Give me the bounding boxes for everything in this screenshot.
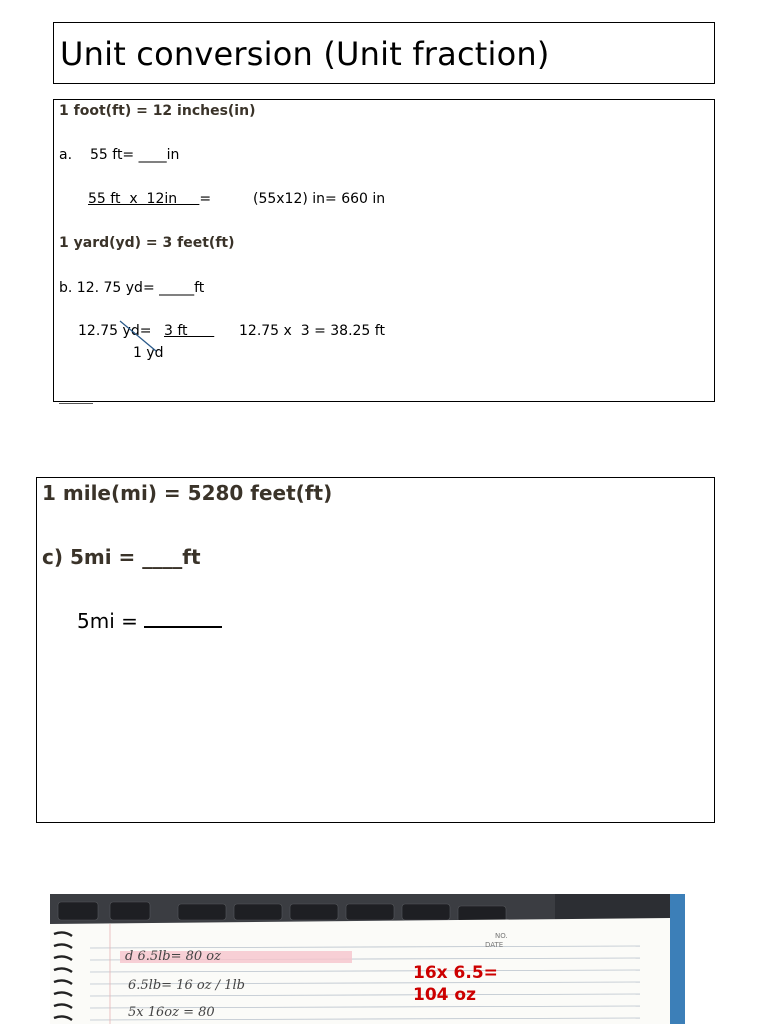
- work-b-fraction-denominator: 1 yd: [133, 345, 164, 361]
- conversion-box-miles: [36, 477, 715, 823]
- work-a-term2: 12in: [146, 191, 200, 207]
- question-c-blank: ____: [142, 545, 183, 569]
- work-a-term1: 55 ft x: [88, 191, 147, 207]
- rule-mile-feet: 1 mile(mi) = 5280 feet(ft): [42, 481, 333, 505]
- question-a-label: a.: [59, 147, 73, 163]
- question-a-suffix: in: [166, 147, 180, 163]
- handwritten-line-1: d 6.5lb= 80 oz: [125, 949, 221, 964]
- cancel-strike-line: [118, 319, 158, 353]
- work-a-equals: =: [199, 191, 212, 207]
- question-b: [59, 280, 204, 296]
- notebook-date-label: DATE: [485, 941, 504, 949]
- work-b-result: 12.75 x 3 = 38.25 ft: [239, 323, 385, 339]
- handwritten-line-2: 6.5lb= 16 oz / 1lb: [128, 978, 245, 993]
- question-a-prefix: 55 ft=: [90, 147, 139, 163]
- rule-yard-feet: 1 yard(yd) = 3 feet(ft): [59, 235, 235, 251]
- question-c-prefix: c) 5mi =: [42, 545, 143, 569]
- red-annotation-line-1: 16x 6.5=: [413, 963, 498, 983]
- conversion-box-feet-yards: [53, 99, 715, 402]
- question-b-prefix: b. 12. 75 yd=: [59, 280, 160, 296]
- red-annotation-line-2: 104 oz: [413, 985, 476, 1005]
- question-b-suffix: ft: [194, 280, 205, 296]
- stray-underline: [59, 403, 93, 404]
- page-title: Unit conversion (Unit fraction): [60, 35, 550, 73]
- title-box: [53, 22, 715, 84]
- rule-foot-inches: 1 foot(ft) = 12 inches(in): [59, 103, 256, 119]
- question-b-blank: _____: [159, 280, 195, 296]
- notebook-photo: [50, 894, 685, 1024]
- work-a-result: (55x12) in= 660 in: [253, 191, 386, 207]
- work-b-left: 12.75 yd=: [78, 323, 156, 339]
- work-b-fraction-numerator: 3 ft: [164, 323, 215, 339]
- work-c-prefix: 5mi =: [77, 609, 145, 633]
- handwritten-line-3: 5x 16oz = 80: [128, 1005, 215, 1020]
- answer-blank: [144, 626, 222, 628]
- notebook-no-label: NO.: [495, 932, 508, 940]
- question-a: [90, 147, 179, 163]
- question-a-blank: ____: [138, 147, 167, 163]
- question-c: [42, 545, 201, 569]
- work-c: [77, 609, 222, 633]
- question-c-suffix: ft: [182, 545, 201, 569]
- work-a: [88, 191, 211, 207]
